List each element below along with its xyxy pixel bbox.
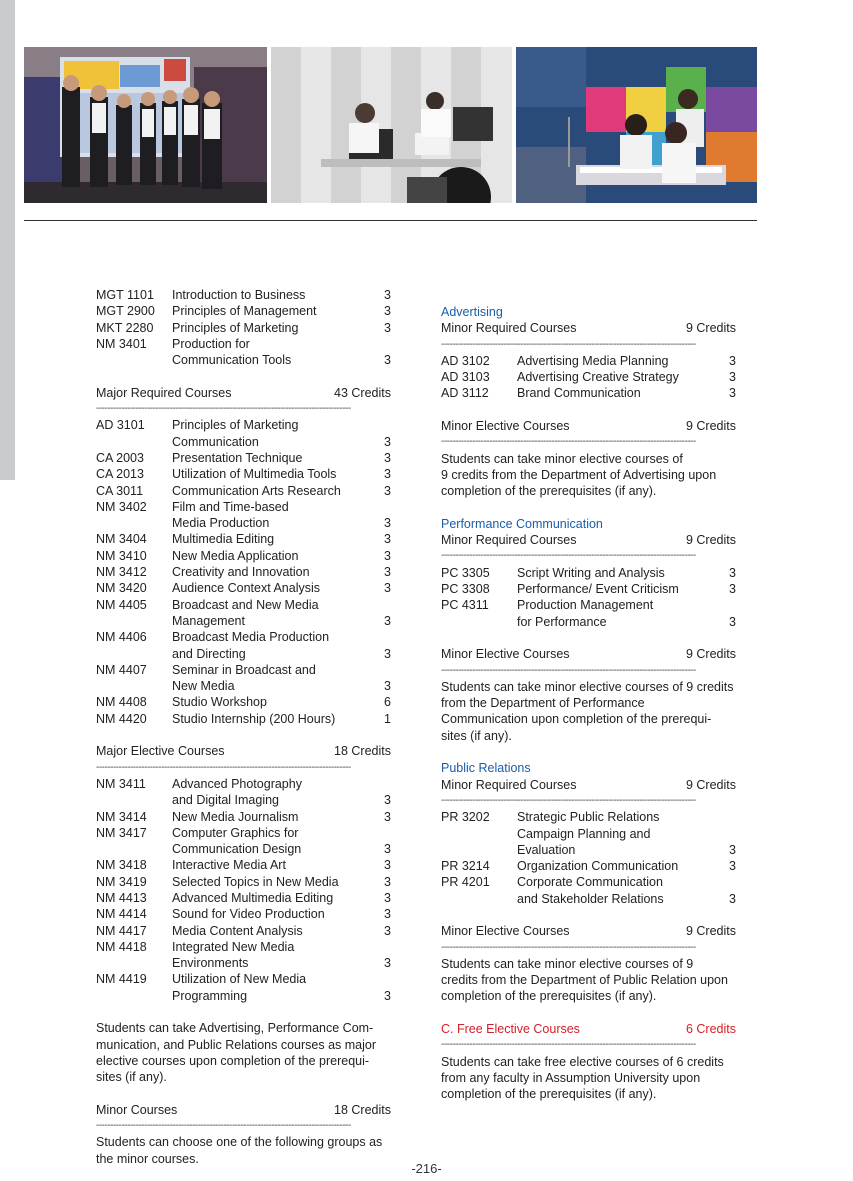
spacer	[96, 1086, 391, 1102]
course-title: Interactive Media Art	[172, 858, 286, 873]
note-line: Students can take minor elective courses of 9 credits	[441, 679, 734, 694]
course-title: Presentation Technique	[172, 450, 303, 465]
course-title: Creativity and Innovation	[172, 565, 310, 580]
course-code: MGT 1101	[96, 288, 154, 302]
course-code: NM 3410	[96, 548, 147, 563]
course-credits: 3	[384, 353, 391, 368]
course-code: AD 3112	[441, 386, 489, 401]
course-credits: 3	[384, 923, 391, 938]
course-title: Seminar in Broadcast and	[172, 662, 316, 677]
course-row	[96, 792, 391, 808]
dashed-rule: ------------------------------------------------------------------------------------------	[441, 550, 696, 562]
course-title: Multimedia Editing	[172, 532, 275, 547]
course-title: Broadcast and New Media	[172, 597, 319, 612]
course-code: NM 3414	[96, 809, 147, 824]
note-line: Students can take minor elective courses of 9	[441, 956, 694, 971]
course-code: AD 3102	[441, 353, 490, 368]
course-credits: 3	[384, 679, 391, 694]
course-row	[96, 352, 391, 368]
section-heading-label: Minor Courses	[96, 1102, 178, 1117]
section-heading-credits: 18 Credits	[334, 1102, 391, 1117]
note-line: Communication upon completion of the prerequi-	[441, 712, 712, 727]
course-code: CA 2013	[96, 467, 144, 482]
course-credits: 3	[729, 565, 736, 580]
course-row	[96, 711, 391, 727]
course-row	[96, 320, 391, 336]
section-heading-label: Minor Required Courses	[441, 321, 577, 336]
course-code: NM 4405	[96, 597, 147, 612]
course-title: and Directing	[172, 646, 246, 661]
course-code: CA 3011	[96, 483, 144, 498]
course-row	[96, 483, 391, 499]
note-line: Students can take free elective courses of 6 credits	[441, 1054, 724, 1069]
section-heading	[96, 1102, 391, 1118]
course-row	[96, 841, 391, 857]
course-title: Communication	[172, 434, 259, 449]
course-credits: 3	[384, 858, 391, 873]
course-row	[441, 581, 736, 597]
course-title: for Performance	[517, 614, 607, 629]
course-credits: 3	[384, 320, 391, 335]
course-row	[96, 971, 391, 987]
photo-computer-lab	[271, 47, 512, 203]
course-title: Communication Arts Research	[172, 483, 341, 498]
course-title: Principles of Marketing	[172, 418, 299, 433]
section-heading-label: Minor Required Courses	[441, 533, 577, 548]
course-credits: 3	[384, 874, 391, 889]
course-title: Media Production	[172, 516, 270, 531]
course-row	[441, 842, 736, 858]
note-line: sites (if any).	[96, 1070, 167, 1085]
course-title: New Media Application	[172, 548, 299, 563]
course-credits: 3	[384, 793, 391, 808]
course-row	[96, 988, 391, 1004]
course-title: and Stakeholder Relations	[517, 891, 664, 906]
course-row	[96, 923, 391, 939]
section-heading-credits: 9 Credits	[685, 533, 736, 548]
course-row	[96, 955, 391, 971]
course-credits: 3	[729, 859, 736, 874]
course-title: Evaluation	[517, 842, 576, 857]
spacer	[96, 368, 391, 384]
course-credits: 6	[384, 695, 391, 710]
course-title: Performance/ Event Criticism	[517, 582, 679, 597]
course-code: NM 3418	[96, 858, 147, 873]
course-title: Sound for Video Production	[172, 907, 325, 922]
course-code: NM 3402	[96, 499, 147, 514]
left-column	[96, 287, 391, 1167]
free-elective-heading	[441, 1021, 736, 1037]
course-title: Advertising Media Planning	[517, 353, 669, 368]
course-row	[441, 858, 736, 874]
course-title: Studio Internship (200 Hours)	[172, 711, 336, 726]
course-row	[441, 809, 736, 825]
section-heading	[441, 532, 736, 548]
note-line: Students can take Advertising, Performance Com-	[96, 1021, 374, 1036]
course-credits: 3	[384, 646, 391, 661]
course-title: Communication Tools	[172, 353, 292, 368]
course-credits: 3	[384, 956, 391, 971]
section-heading-credits: 9 Credits	[685, 777, 736, 792]
course-row	[96, 906, 391, 922]
course-credits: 3	[729, 891, 736, 906]
course-credits: 3	[384, 434, 391, 449]
course-code: AD 3101	[96, 418, 145, 433]
section-heading-label: Minor Elective Courses	[441, 419, 570, 434]
section-heading	[96, 743, 391, 759]
course-row	[441, 826, 736, 842]
course-title: Brand Communication	[517, 386, 641, 401]
course-title: Film and Time-based	[172, 499, 289, 514]
course-code: AD 3103	[441, 370, 490, 385]
course-title: Programming	[172, 988, 248, 1003]
course-row	[96, 548, 391, 564]
section-heading	[441, 418, 736, 434]
section-heading-label: Minor Required Courses	[441, 777, 577, 792]
course-code: NM 3420	[96, 581, 147, 596]
course-code: NM 4417	[96, 923, 147, 938]
course-title: Studio Workshop	[172, 695, 267, 710]
course-row	[96, 776, 391, 792]
course-row	[96, 809, 391, 825]
section-heading	[441, 320, 736, 336]
spacer	[441, 402, 736, 418]
section-heading	[96, 385, 391, 401]
course-row	[96, 629, 391, 645]
course-code: CA 2003	[96, 450, 144, 465]
course-title: Environments	[172, 956, 249, 971]
course-code: NM 4420	[96, 711, 147, 726]
dashed-rule: ------------------------------------------------------------------------------------------	[441, 338, 696, 350]
course-row	[441, 369, 736, 385]
course-row	[96, 678, 391, 694]
dashed-rule: ------------------------------------------------------------------------------------------	[96, 403, 351, 415]
section-title: Public Relations	[441, 761, 531, 776]
course-credits: 3	[384, 548, 391, 563]
course-credits: 3	[384, 565, 391, 580]
course-credits: 3	[729, 386, 736, 401]
course-credits: 3	[384, 842, 391, 857]
dashed-rule: ------------------------------------------------------------------------------------------	[441, 436, 696, 448]
course-credits: 3	[384, 532, 391, 547]
course-code: NM 4407	[96, 662, 147, 677]
course-credits: 3	[729, 842, 736, 857]
course-code: NM 4418	[96, 939, 147, 954]
course-title: Organization Communication	[517, 859, 679, 874]
course-code: PR 3202	[441, 810, 490, 825]
course-row	[96, 336, 391, 352]
note-line: elective courses upon completion of the prerequi-	[96, 1053, 370, 1068]
course-credits: 3	[384, 288, 391, 302]
section-title: Performance Communication	[441, 516, 603, 531]
note-line: Students can choose one of the following groups as	[96, 1135, 383, 1150]
course-title: Media Content Analysis	[172, 923, 303, 938]
section-heading-label: Minor Elective Courses	[441, 647, 570, 662]
course-code: NM 3411	[96, 776, 146, 791]
course-row	[96, 417, 391, 433]
course-title: Production for	[172, 336, 250, 351]
course-code: NM 3401	[96, 336, 147, 351]
course-row	[96, 287, 391, 303]
section-heading-label: Major Elective Courses	[96, 744, 225, 759]
course-code: PR 3214	[441, 859, 490, 874]
course-row	[441, 597, 736, 613]
course-title: New Media	[172, 679, 235, 694]
dashed-rule: ------------------------------------------------------------------------------------------	[441, 794, 696, 806]
course-row	[96, 857, 391, 873]
spacer	[96, 1004, 391, 1020]
course-title: Campaign Planning and	[517, 826, 651, 841]
course-row	[96, 515, 391, 531]
note-line: completion of the prerequisites (if any).	[441, 484, 657, 499]
course-credits: 3	[384, 613, 391, 628]
note-line: completion of the prerequisites (if any).	[441, 1087, 657, 1102]
course-row	[96, 597, 391, 613]
course-title: Selected Topics in New Media	[172, 874, 339, 889]
free-elective-credits: 6 Credits	[685, 1022, 736, 1037]
course-title: Communication Design	[172, 842, 302, 857]
note-line: from any faculty in Assumption University upon	[441, 1070, 701, 1085]
course-title: Advanced Photography	[172, 776, 302, 791]
course-title: Introduction to Business	[172, 288, 306, 302]
course-code: NM 3419	[96, 874, 147, 889]
sidebar-strip	[0, 0, 15, 480]
course-title: Corporate Communication	[517, 875, 663, 890]
section-heading	[441, 923, 736, 939]
course-title: Audience Context Analysis	[172, 581, 321, 596]
course-credits: 3	[729, 353, 736, 368]
section-heading-credits: 18 Credits	[334, 744, 391, 759]
course-title: Principles of Marketing	[172, 320, 299, 335]
course-credits: 3	[384, 516, 391, 531]
section-title: Advertising	[441, 305, 503, 319]
dashed-rule: ------------------------------------------------------------------------------------------	[96, 761, 351, 773]
note-line: sites (if any).	[441, 728, 512, 743]
course-title: Utilization of New Media	[172, 972, 307, 987]
course-row	[441, 891, 736, 907]
course-credits: 3	[384, 988, 391, 1003]
course-title: Advertising Creative Strategy	[517, 370, 679, 385]
course-row	[441, 874, 736, 890]
dashed-rule: ------------------------------------------------------------------------------------------	[441, 1039, 696, 1051]
course-title: New Media Journalism	[172, 809, 299, 824]
course-code: NM 4419	[96, 972, 147, 987]
course-credits: 3	[384, 483, 391, 498]
course-code: MKT 2280	[96, 320, 154, 335]
course-code: NM 3412	[96, 565, 147, 580]
course-code: MGT 2900	[96, 304, 155, 319]
course-title: Integrated New Media	[172, 939, 295, 954]
page-number: -216-	[411, 1161, 442, 1176]
note-line: credits from the Department of Public Relation upon	[441, 973, 728, 988]
course-credits: 1	[384, 711, 391, 726]
spacer	[441, 500, 736, 516]
section-heading	[441, 777, 736, 793]
section-heading-label: Major Required Courses	[96, 385, 232, 400]
section-heading-label: Minor Elective Courses	[441, 924, 570, 939]
course-row	[96, 450, 391, 466]
course-row	[441, 385, 736, 401]
dashed-rule: ------------------------------------------------------------------------------------------	[96, 1120, 351, 1132]
course-code: NM 4413	[96, 890, 147, 905]
course-title: and Digital Imaging	[172, 793, 280, 808]
spacer	[441, 630, 736, 646]
photo-exhibition-group	[24, 47, 267, 203]
course-row	[96, 434, 391, 450]
dashed-rule: ------------------------------------------------------------------------------------------	[441, 664, 696, 676]
course-title: Management	[172, 613, 245, 628]
section-heading-credits: 9 Credits	[685, 419, 736, 434]
note-line: the minor courses.	[96, 1151, 199, 1166]
course-credits: 3	[384, 581, 391, 596]
course-code: NM 3404	[96, 532, 147, 547]
course-row	[441, 353, 736, 369]
course-credits: 3	[729, 370, 736, 385]
course-row	[96, 646, 391, 662]
course-row	[96, 939, 391, 955]
course-title: Advanced Multimedia Editing	[172, 890, 334, 905]
course-code: NM 4408	[96, 695, 147, 710]
course-credits: 3	[729, 582, 736, 597]
course-credits: 3	[384, 304, 391, 319]
section-heading	[441, 646, 736, 662]
note-line: munication, and Public Relations courses as major	[96, 1037, 376, 1052]
course-row	[96, 531, 391, 547]
course-row	[96, 613, 391, 629]
header-divider	[24, 220, 757, 221]
note-line: 9 credits from the Department of Advertising upon	[441, 467, 717, 482]
course-row	[96, 303, 391, 319]
right-column	[441, 304, 736, 1103]
course-title: Computer Graphics for	[172, 825, 299, 840]
photo-music-studio	[516, 47, 757, 203]
course-title: Broadcast Media Production	[172, 630, 330, 645]
course-code: NM 3417	[96, 825, 147, 840]
course-credits: 3	[384, 450, 391, 465]
course-row	[96, 694, 391, 710]
course-credits: 3	[384, 467, 391, 482]
spacer	[441, 744, 736, 760]
course-title: Strategic Public Relations	[517, 810, 660, 825]
course-row	[96, 662, 391, 678]
dashed-rule: ------------------------------------------------------------------------------------------	[441, 941, 696, 953]
course-code: PC 3308	[441, 582, 490, 597]
spacer	[96, 727, 391, 743]
section-heading-credits: 43 Credits	[334, 385, 391, 400]
course-code: PR 4201	[441, 875, 490, 890]
course-code: NM 4406	[96, 630, 147, 645]
course-code: NM 4414	[96, 907, 147, 922]
course-row	[96, 874, 391, 890]
course-row	[96, 499, 391, 515]
spacer	[441, 1005, 736, 1021]
course-row	[441, 565, 736, 581]
course-row	[96, 466, 391, 482]
course-title: Script Writing and Analysis	[517, 565, 665, 580]
note-line: Students can take minor elective courses of	[441, 451, 683, 466]
course-credits: 3	[729, 614, 736, 629]
course-credits: 3	[384, 890, 391, 905]
section-heading-credits: 9 Credits	[685, 924, 736, 939]
section-heading-credits: 9 Credits	[685, 647, 736, 662]
course-row	[96, 564, 391, 580]
course-row	[96, 825, 391, 841]
note-line: from the Department of Performance	[441, 696, 645, 711]
course-title: Utilization of Multimedia Tools	[172, 467, 337, 482]
note-line: completion of the prerequisites (if any).	[441, 989, 657, 1004]
course-row	[96, 890, 391, 906]
spacer	[441, 907, 736, 923]
course-row	[441, 614, 736, 630]
free-elective-label: C. Free Elective Courses	[441, 1022, 580, 1037]
course-credits: 3	[384, 907, 391, 922]
course-code: PC 3305	[441, 565, 490, 580]
section-heading-credits: 9 Credits	[685, 321, 736, 336]
course-title: Production Management	[517, 598, 654, 613]
course-row	[96, 580, 391, 596]
course-title: Principles of Management	[172, 304, 317, 319]
course-credits: 3	[384, 809, 391, 824]
course-code: PC 4311	[441, 598, 489, 613]
